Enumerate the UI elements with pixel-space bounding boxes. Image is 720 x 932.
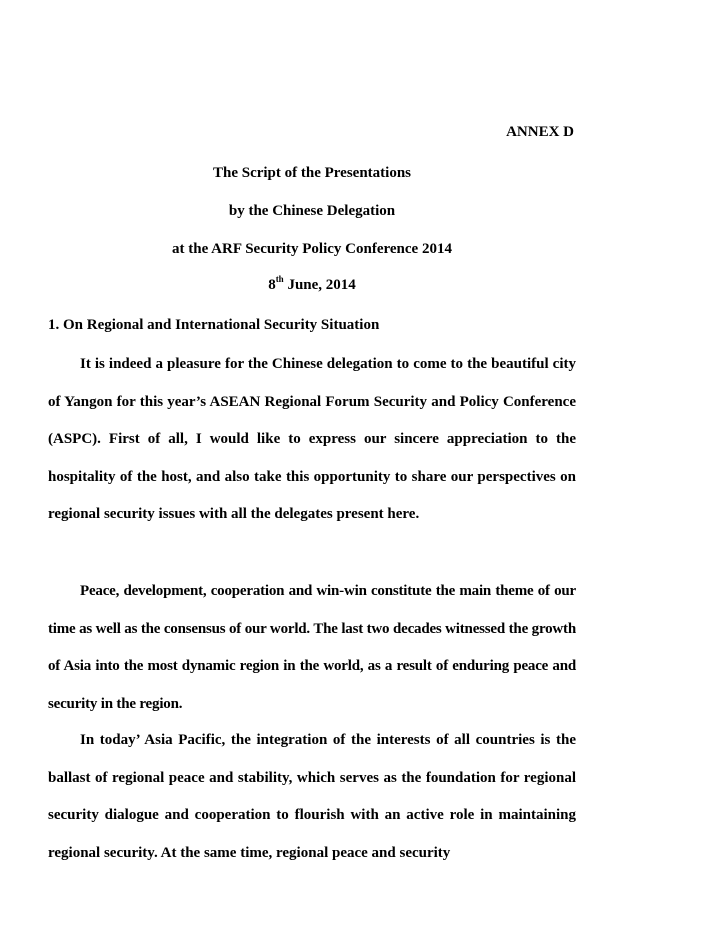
paragraph-3: In today’ Asia Pacific, the integration of the interests of all countries is the ballast of regional peace and stability, which serves as the foundation for regional security dialogue and cooperation to flourish with an active role in maintaining regional security. At the same time, regional peace and security [48,732,576,861]
title-line-1: The Script of the Presentations [212,165,412,181]
title-line-2: by the Chinese Delegation [228,203,396,219]
paragraph-2: Peace, development, cooperation and win-win constitute the main theme of our time as well as the consensus of our world. The last two decades witnessed the growth of Asia into the most dynamic region in the world, as a result of enduring peace and security in the region. [48,583,576,712]
date-suffix: th [275,274,284,284]
annex-label: ANNEX D [506,124,574,140]
title-line-3: at the ARF Security Policy Conference 2014 [172,241,452,257]
section-heading: 1. On Regional and International Security Situation [48,317,380,333]
title-date [48,274,576,294]
date-day: 8 [268,277,276,293]
paragraph-1: It is indeed a pleasure for the Chinese delegation to come to the beautiful city of Yangon for this year’s ASEAN Regional Forum Security and Policy Conference (ASPC). First of all, I would like to express our sincere appreciation to the hospitality of the host, and also take this opportunity to share our perspectives on regional security issues with all the delegates present here. [48,356,576,523]
date-rest: June, 2014 [283,277,356,293]
